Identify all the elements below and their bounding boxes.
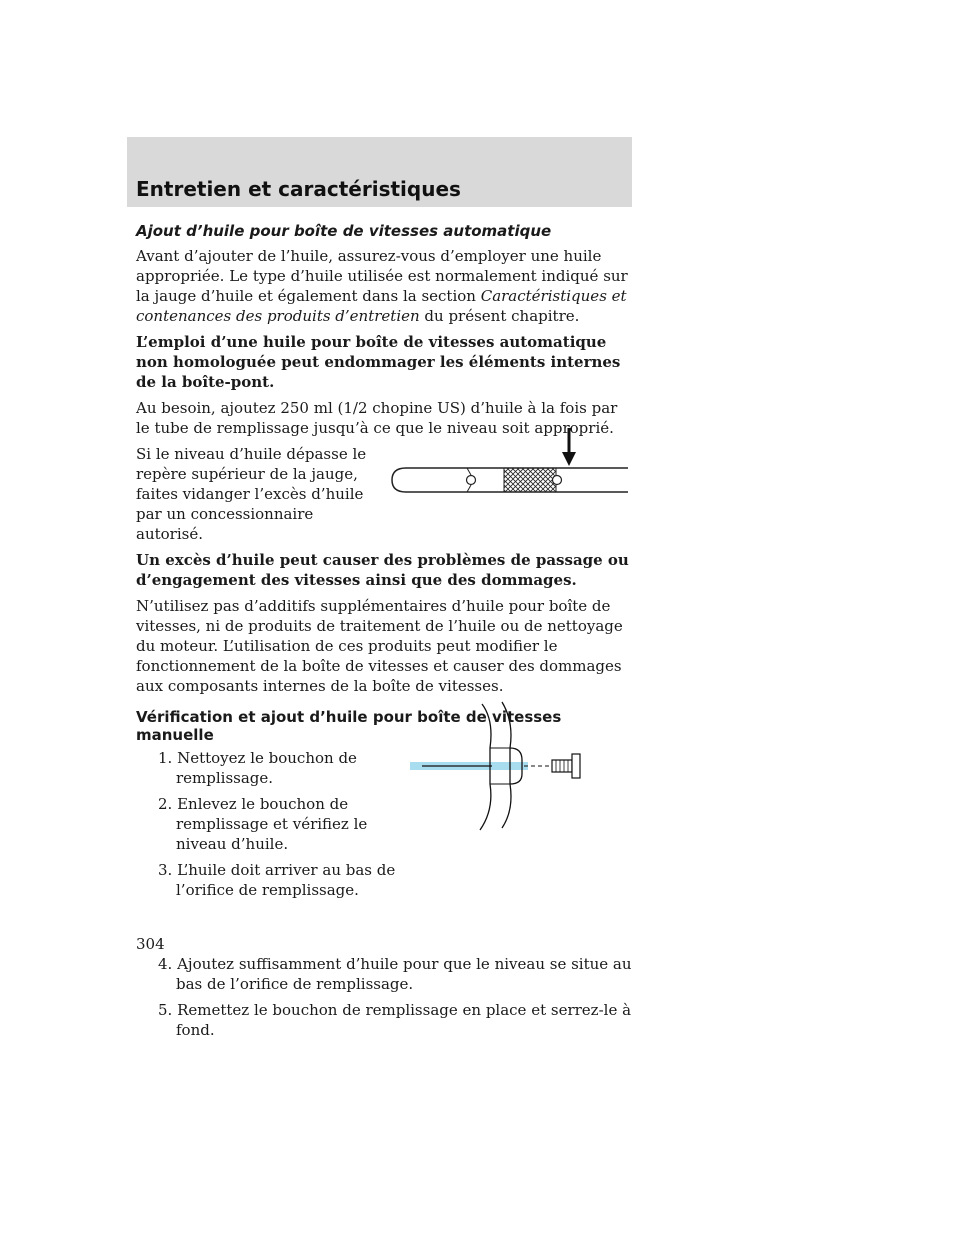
chapter-title: Entretien et caractéristiques — [136, 177, 461, 201]
page-number: 304 — [136, 935, 165, 953]
list-item: 1. Nettoyez le bouchon de remplissage. — [158, 749, 357, 787]
section-reference: Caractéristiques et contenances des produits d’entretien — [136, 287, 627, 325]
chapter-header — [127, 137, 632, 207]
fill-plug-bolt — [552, 754, 580, 778]
paragraph-add-oil: Au besoin, ajoutez 250 ml (1/2 chopine US) d’huile à la fois par le tube de remplissage jusqu’à ce que le niveau soit approprié. — [136, 399, 618, 437]
section-heading-manual: Vérification et ajout d’huile pour boîte de vitesses manuelle — [136, 708, 562, 744]
arrow-down-icon — [562, 428, 576, 466]
dipstick-illustration — [388, 424, 632, 496]
page-content — [136, 222, 632, 1046]
fill-plug-illustration — [408, 700, 588, 832]
warning-excess-oil: Un excès d’huile peut causer des problèmes de passage ou d’engagement des vitesses ainsi que des dommages. — [136, 551, 629, 589]
section-heading-automatic: Ajout d’huile pour boîte de vitesses automatique — [136, 222, 552, 240]
warning-unapproved-oil: L’emploi d’une huile pour boîte de vitesses automatique non homologuée peut endommager les éléments internes de la boîte-pont. — [136, 333, 621, 391]
paragraph-overfill: Si le niveau d’huile dépasse le repère supérieur de la jauge, faites vidanger l’excès d’huile par un concessionnaire autorisé. — [136, 445, 367, 543]
list-item: 3. L’huile doit arriver au bas de l’orifice de remplissage. — [158, 861, 396, 899]
list-item: 2. Enlevez le bouchon de remplissage et vérifiez le niveau d’huile. — [158, 795, 368, 853]
list-item: 4. Ajoutez suffisamment d’huile pour que le niveau se situe au bas de l’orifice de remplissage. — [158, 955, 632, 993]
paragraph-oil-type: Avant d’ajouter de l’huile, assurez-vous d’employer une huile appropriée. Le type d’huile utilisée est normalement indiqué sur la jauge d’huile et également dans la section Caractéristiques et contenances des produits d’entretien du présent chapitre. — [136, 247, 628, 325]
list-item: 5. Remettez le bouchon de remplissage en place et serrez-le à fond. — [158, 1001, 632, 1039]
paragraph-additives: N’utilisez pas d’additifs supplémentaires d’huile pour boîte de vitesses, ni de produits de traitement de l’huile ou de nettoyage du moteur. L’utilisation de ces produits peut modifier le fonctionnement de la boîte de vitesses et causer des dommages aux composants internes de la boîte de vitesses. — [136, 597, 623, 695]
